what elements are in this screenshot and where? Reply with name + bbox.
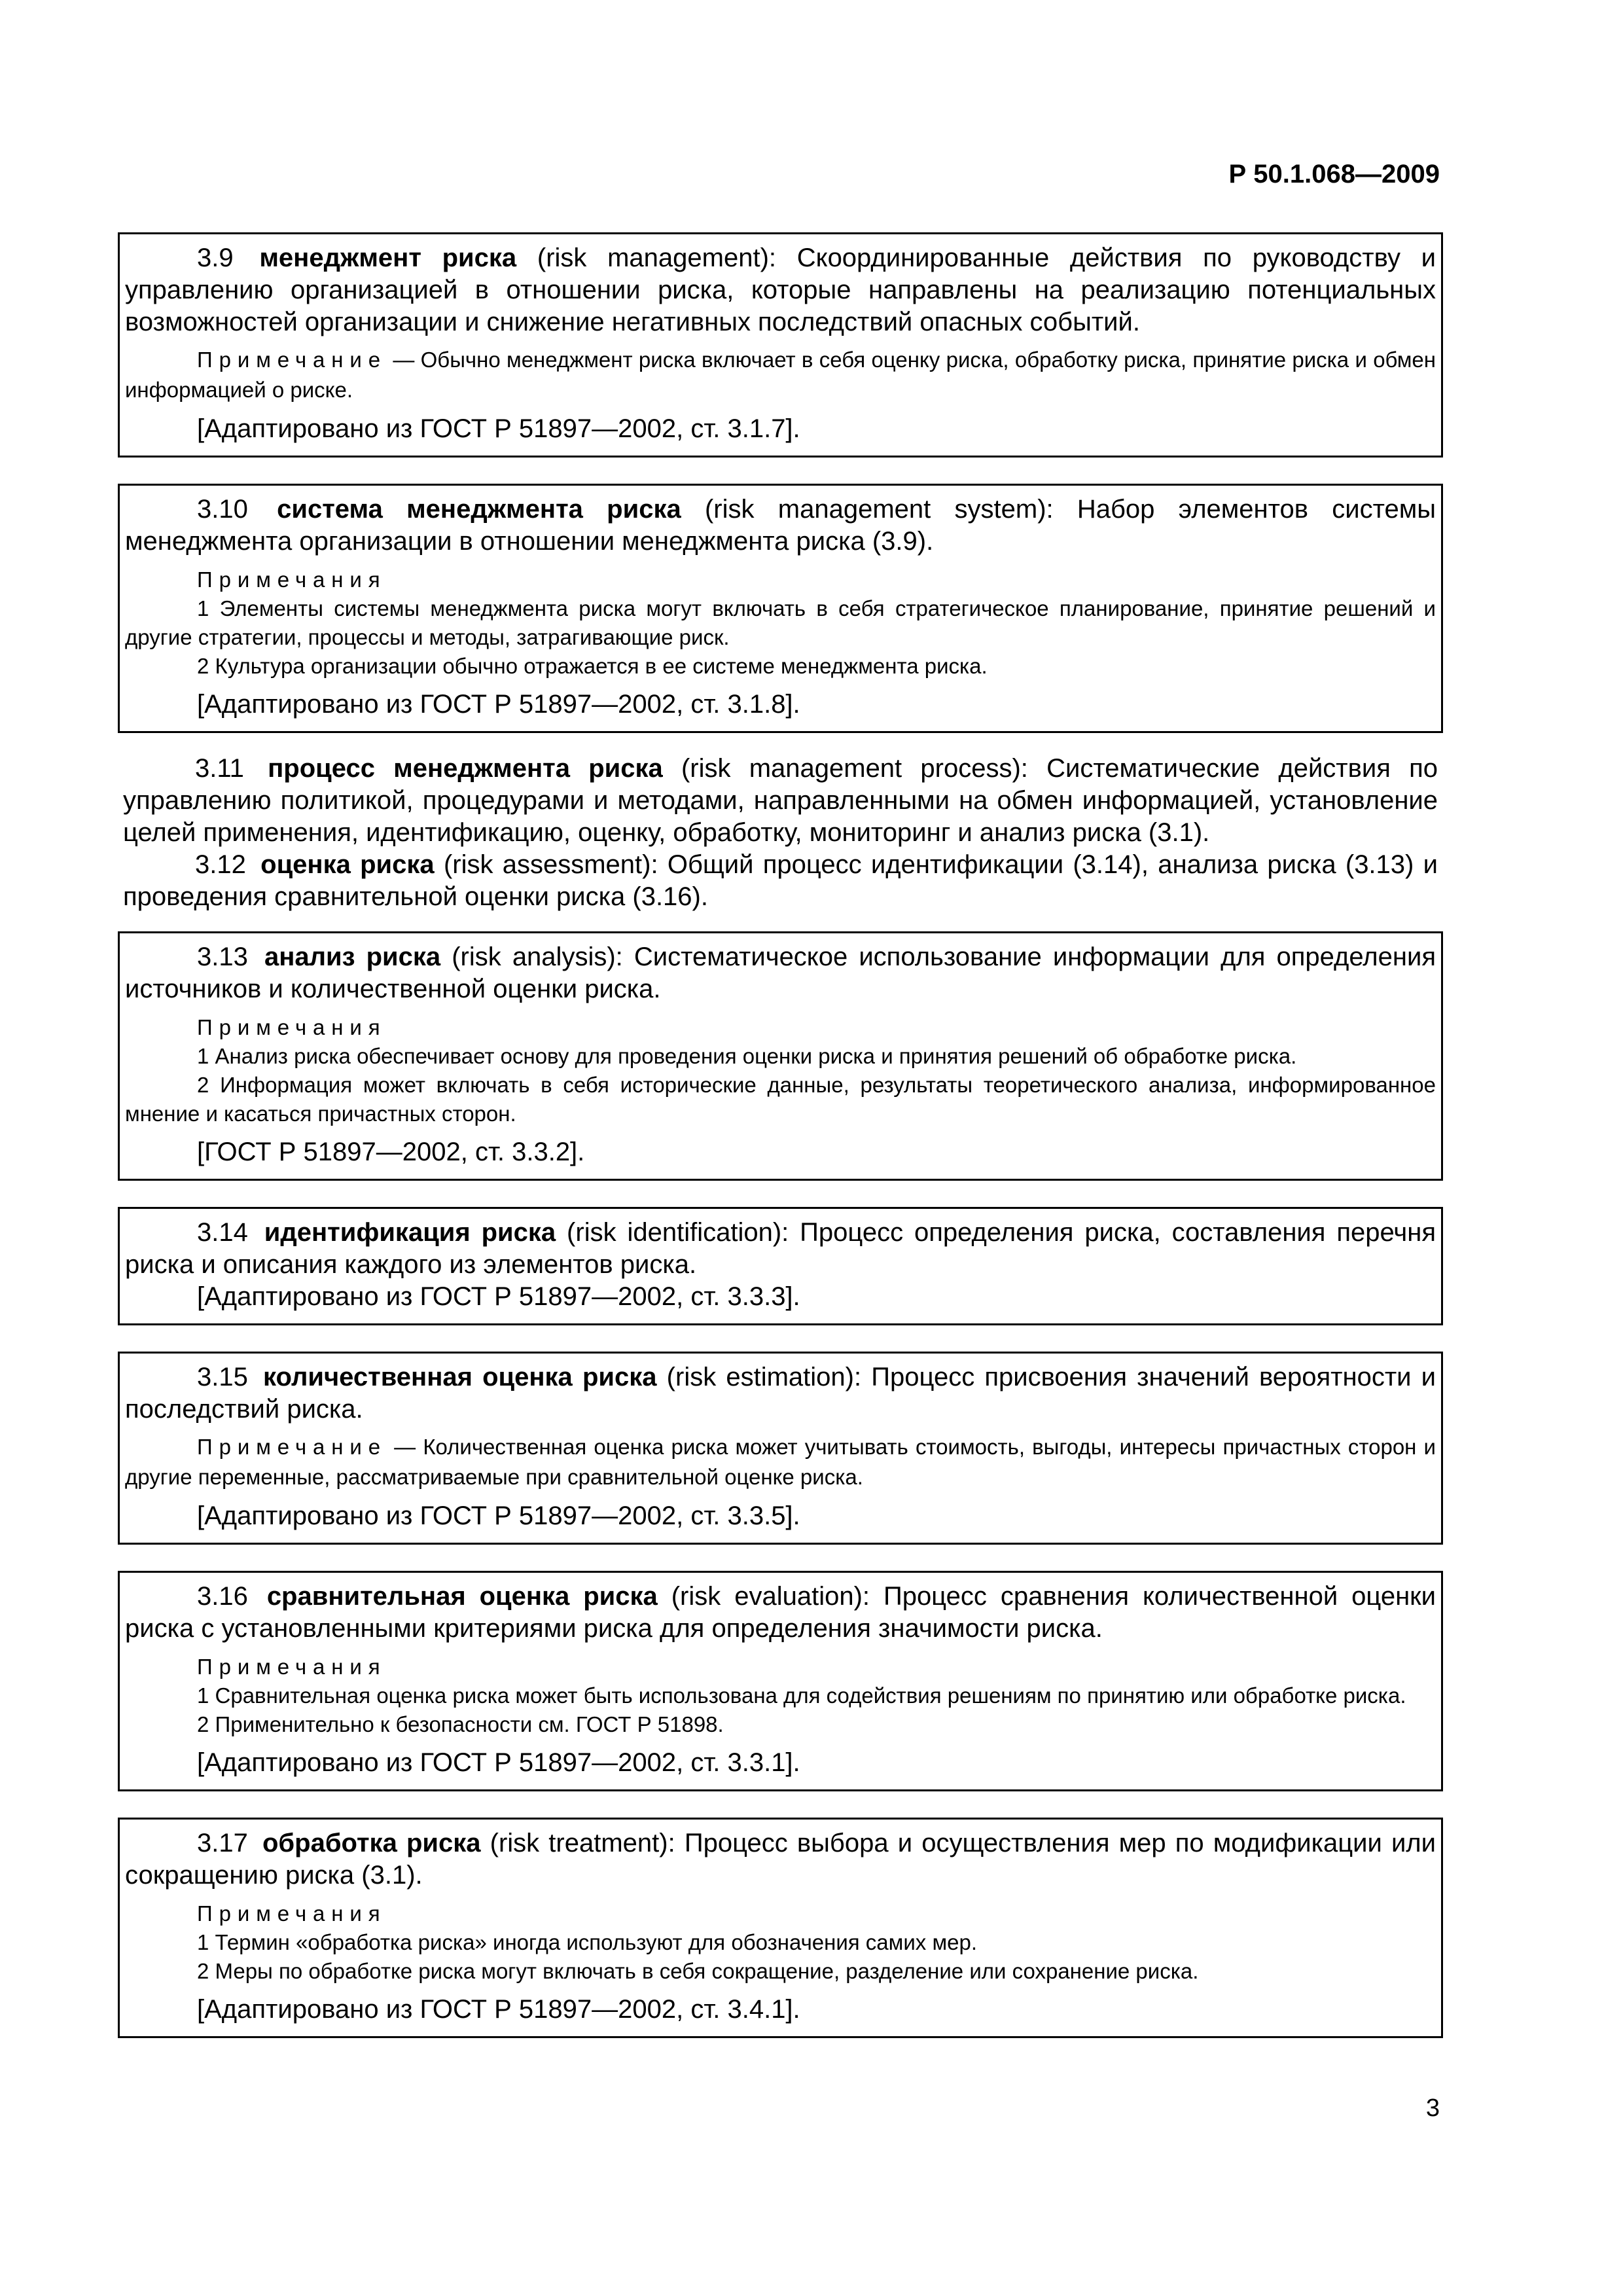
term-name: процесс менеджмента риска [268,754,663,783]
term-notes [125,1653,1436,1739]
term-source: [Адаптировано из ГОСТ Р 51897—2002, ст. 3.4.1]. [197,1995,800,2024]
notes-title: Примечания [197,1655,387,1679]
term-notes [125,1899,1436,1986]
term-definition: (risk management process): Систематические действия по управлению политикой, процедурами и методами, направленными на обмен информацией, установление целей применения, идентификацию, оценку, обработку, мониторинг и анализ риска (3.1). [123,754,1438,847]
note-item: 2 Культура организации обычно отражается в ее системе менеджмента риска. [197,654,988,678]
note-label: Примечание [197,348,387,372]
term-definition: (risk treatment): Процесс выбора и осуществления мер по модификации или сокращению риска (3.1). [125,1829,1436,1890]
term-name: сравнительная оценка риска [266,1582,658,1611]
term-3-15 [125,1361,1436,1426]
term-notes [125,565,1436,681]
term-number: 3.10 [197,495,248,524]
term-name: менеджмент риска [259,243,517,272]
term-number: 3.11 [195,754,244,783]
term-definition: (risk identification): Процесс определения риска, составления перечня риска и описания каждого из элементов риска. [125,1218,1436,1279]
term-definition: (risk assessment): Общий процесс идентификации (3.14), анализа риска (3.13) и проведения сравнительной оценки риска (3.16). [123,850,1438,911]
term-3-17 [125,1827,1436,1892]
note-text: Обычно менеджмент риска включает в себя оценку риска, обработку риска, принятие риска и обмен информацией о риске. [125,348,1436,402]
term-box-3-16 [118,1571,1443,1791]
note-label: Примечание [197,1435,387,1459]
term-source: [Адаптировано из ГОСТ Р 51897—2002, ст. 3.3.1]. [197,1748,800,1777]
note-item: 2 Информация может включать в себя исторические данные, результаты теоретического анализа, информированное мнение и касаться причастных сторон. [125,1073,1436,1126]
term-box-3-15 [118,1352,1443,1545]
document-code: Р 50.1.068—2009 [1228,160,1440,188]
term-name: количественная оценка риска [263,1363,657,1391]
term-box-3-9 [118,232,1443,457]
unboxed-terms [118,753,1443,913]
term-3-13 [125,941,1436,1005]
term-name: идентификация риска [264,1218,556,1247]
term-3-9 [125,242,1436,338]
term-name: обработка риска [262,1829,481,1857]
term-number: 3.9 [197,243,234,272]
term-box-3-13 [118,931,1443,1181]
term-box-3-10 [118,484,1443,733]
note-item: 1 Элементы системы менеджмента риска могут включать в себя стратегическое планирование, принятие решений и другие стратегии, процессы и методы, затрагивающие риск. [125,596,1436,649]
term-3-12 [123,849,1438,913]
term-source: [Адаптировано из ГОСТ Р 51897—2002, ст. 3.3.3]. [197,1282,800,1311]
term-number: 3.14 [197,1218,248,1247]
page-number: 3 [1425,2094,1440,2122]
term-note: Примечание — Количественная оценка риска может учитывать стоимость, выгоды, интересы причастных сторон и другие переменные, рассматриваемые при сравнительной оценке риска. [125,1435,1436,1489]
term-number: 3.16 [197,1582,248,1611]
term-note: Примечание — Обычно менеджмент риска включает в себя оценку риска, обработку риска, принятие риска и обмен информацией о риске. [125,348,1436,402]
term-box-3-17 [118,1818,1443,2038]
notes-title: Примечания [197,1901,387,1926]
term-source: [ГОСТ Р 51897—2002, ст. 3.3.2]. [197,1138,585,1166]
term-number: 3.15 [197,1363,248,1391]
term-source: [Адаптировано из ГОСТ Р 51897—2002, ст. 3.1.7]. [197,414,800,443]
term-3-16 [125,1581,1436,1645]
notes-title: Примечания [197,1015,387,1039]
term-name: система менеджмента риска [277,495,681,524]
term-definition: (risk estimation): Процесс присвоения значений вероятности и последствий риска. [125,1363,1436,1424]
note-item: 1 Термин «обработка риска» иногда используют для обозначения самих мер. [197,1930,978,1954]
term-box-3-14 [118,1207,1443,1325]
term-name: оценка риска [260,850,435,879]
term-definition: (risk evaluation): Процесс сравнения количественной оценки риска с установленными критериями риска для определения значимости риска. [125,1582,1436,1643]
term-source: [Адаптировано из ГОСТ Р 51897—2002, ст. 3.1.8]. [197,690,800,719]
terms-content [118,232,1443,2064]
note-text: Количественная оценка риска может учитывать стоимость, выгоды, интересы причастных сторон и другие переменные, рассматриваемые при сравнительной оценке риска. [125,1435,1436,1489]
term-name: анализ риска [264,942,441,971]
term-3-11 [123,753,1438,849]
term-definition: (risk management): Скоординированные действия по руководству и управлению организацией в отношении риска, которые направлены на реализацию потенциальных возможностей организации и снижение негативных последствий опасных событий. [125,243,1436,336]
term-number: 3.17 [197,1829,248,1857]
term-3-14 [125,1217,1436,1281]
term-3-10 [125,493,1436,558]
term-number: 3.13 [197,942,248,971]
note-item: 2 Применительно к безопасности см. ГОСТ Р 51898. [197,1712,724,1736]
note-item: 2 Меры по обработке риска могут включать в себя сокращение, разделение или сохранение риска. [197,1959,1199,1983]
term-definition: (risk management system): Набор элементов системы менеджмента организации в отношении менеджмента риска (3.9). [125,495,1436,556]
note-item: 1 Анализ риска обеспечивает основу для проведения оценки риска и принятия решений об обработке риска. [197,1044,1297,1068]
term-definition: (risk analysis): Систематическое использование информации для определения источников и количественной оценки риска. [125,942,1436,1003]
term-number: 3.12 [195,850,246,879]
note-item: 1 Сравнительная оценка риска может быть использована для содействия решениям по принятию или обработке риска. [197,1683,1406,1708]
term-source: [Адаптировано из ГОСТ Р 51897—2002, ст. 3.3.5]. [197,1501,800,1530]
notes-title: Примечания [197,567,387,592]
term-notes [125,1013,1436,1128]
